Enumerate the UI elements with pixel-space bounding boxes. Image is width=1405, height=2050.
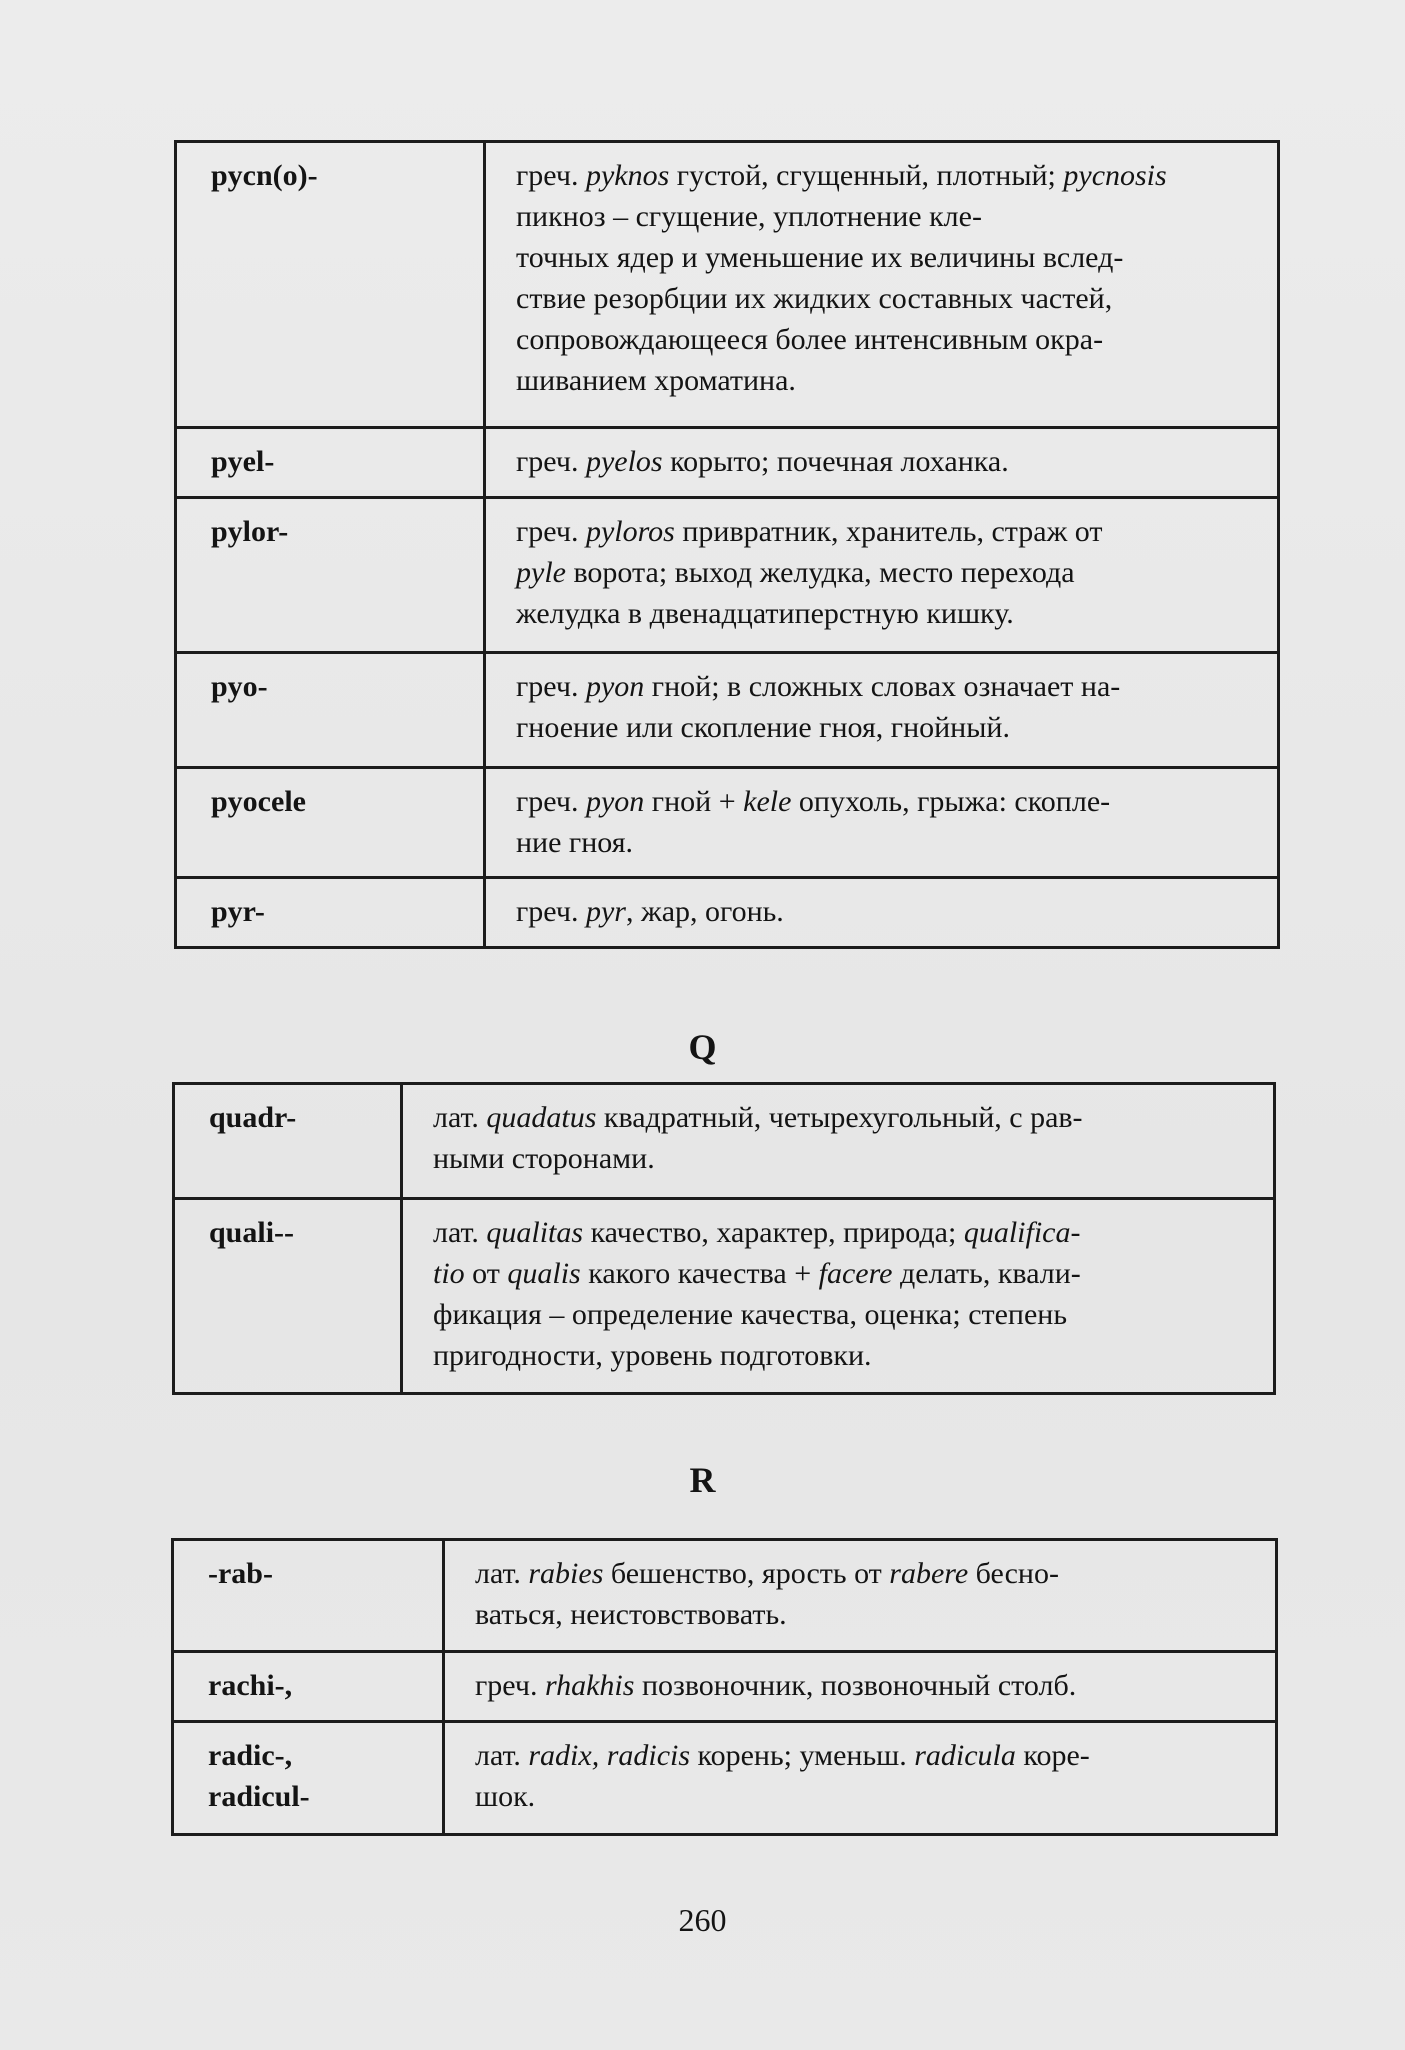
entry-definition: лат. radix, radicis корень; уменьш. radicula коре- шок.: [444, 1722, 1277, 1835]
entry-definition: греч. rhakhis позвоночник, позвоночный столб.: [444, 1652, 1277, 1722]
section-letter-q: Q: [688, 1027, 717, 1067]
entry-definition: греч. pyelos корыто; почечная лоханка.: [485, 428, 1279, 498]
entries-table-q: [172, 1082, 1276, 1395]
entry-definition: греч. pyon гной; в сложных словах означает на- гноение или скопление гноя, гнойный.: [485, 653, 1279, 768]
table-row: [176, 768, 1279, 878]
page-number: 260: [678, 1902, 727, 1938]
table-row: [176, 653, 1279, 768]
table-row: [173, 1652, 1277, 1722]
table-row: [174, 1084, 1275, 1199]
table-row: [176, 428, 1279, 498]
entry-term: rachi-,: [173, 1652, 444, 1722]
entry-definition: лат. qualitas качество, характер, природа; qualifica- tio от qualis какого качества + facere делать, квали- фикация – определение качества, оценка; степень пригодности, уровень подготовки.: [402, 1199, 1275, 1394]
table-row: [173, 1540, 1277, 1652]
entry-term: -rab-: [173, 1540, 444, 1652]
entry-term: quadr-: [174, 1084, 402, 1199]
entry-definition: лат. rabies бешенство, ярость от rabere бесно- ваться, неистовствовать.: [444, 1540, 1277, 1652]
entry-term: pylor-: [176, 498, 485, 653]
entry-term: pyo-: [176, 653, 485, 768]
section-letter-r: R: [689, 1460, 716, 1500]
entries-table-r: [171, 1538, 1278, 1836]
entry-term: quali--: [174, 1199, 402, 1394]
entry-definition: греч. pyloros привратник, хранитель, страж от pyle ворота; выход желудка, место перехода желудка в двенадцатиперстную кишку.: [485, 498, 1279, 653]
entry-term: pyocele: [176, 768, 485, 878]
entry-term: pycn(o)-: [176, 142, 485, 428]
entry-definition: греч. pyon гной + kele опухоль, грыжа: скопле- ние гноя.: [485, 768, 1279, 878]
table-row: [176, 878, 1279, 948]
entry-term: radic-, radicul-: [173, 1722, 444, 1835]
entry-definition: греч. pyr, жар, огонь.: [485, 878, 1279, 948]
entry-term: pyel-: [176, 428, 485, 498]
table-row: [176, 142, 1279, 428]
table-row: [173, 1722, 1277, 1835]
entries-table-p: [174, 140, 1280, 949]
table-row: [176, 498, 1279, 653]
entry-definition: лат. quadatus квадратный, четырехугольный, с рав- ными сторонами.: [402, 1084, 1275, 1199]
table-row: [174, 1199, 1275, 1394]
entry-term: pyr-: [176, 878, 485, 948]
entry-definition: греч. pyknos густой, сгущенный, плотный; pycnosis пикноз – сгущение, уплотнение кле- точных ядер и уменьшение их величины вслед- ствие резорбции их жидких составных частей, сопровождающееся более интенсивным окра- шиванием хроматина.: [485, 142, 1279, 428]
